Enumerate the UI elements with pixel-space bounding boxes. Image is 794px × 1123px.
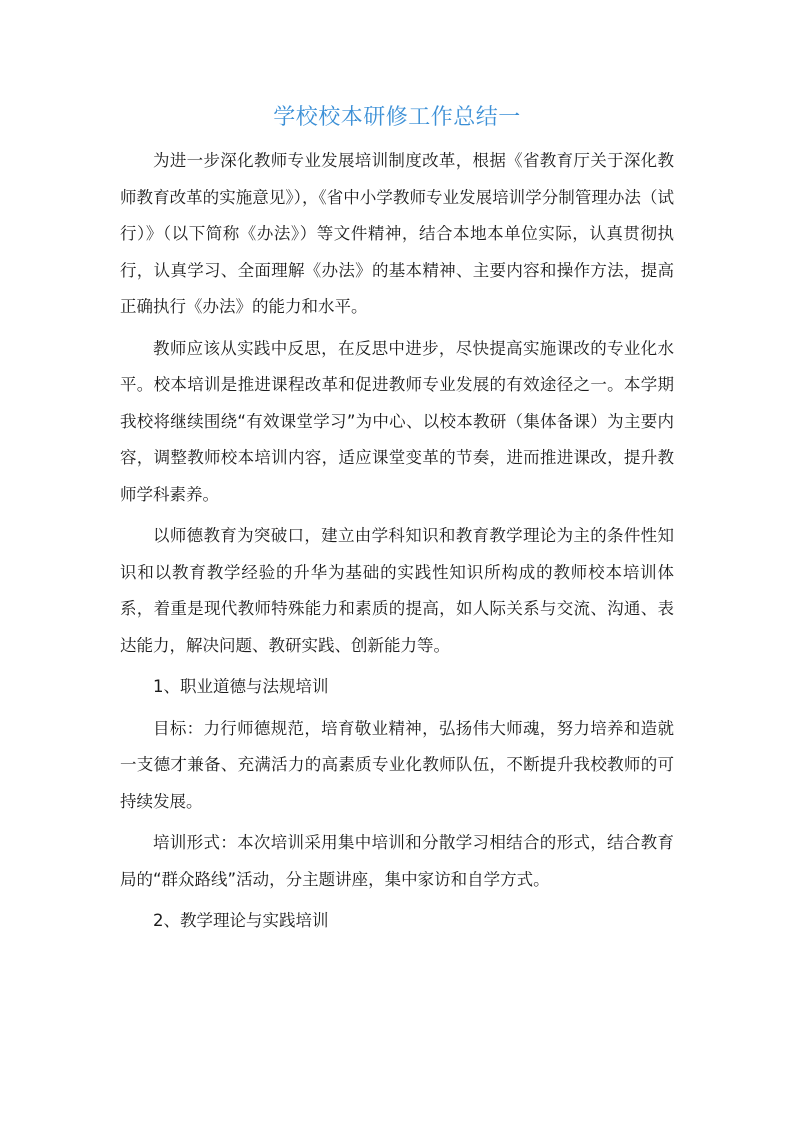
paragraph-intro: 为进一步深化教师专业发展培训制度改革，根据《省教育厅关于深化教师教育改革的实施意见》），《省中小学教师专业发展培训学分制管理办法（试行）》（以下简称《办法》）等文件精神，结合本地本单位实际，认真贯彻执行，认真学习、全面理解《办法》的基本精神、主要内容和操作方法，提高正确执行《办法》的能力和水平。	[120, 151, 674, 316]
section-heading-ethics: 1、职业道德与法规培训	[153, 677, 329, 696]
paragraph-training-form: 培训形式：本次培训采用集中培训和分散学习相结合的形式，结合教育局的“群众路线”活动，分主题讲座，集中家访和自学方式。	[120, 833, 674, 889]
document-body	[120, 143, 674, 945]
section-heading-teaching: 2、教学理论与实践培训	[153, 911, 329, 930]
paragraph-breakthrough: 以师德教育为突破口，建立由学科知识和教育教学理论为主的条件性知识和以教育教学经验的升华为基础的实践性知识所构成的教师校本培训体系，着重是现代教师特殊能力和素质的提高，如人际关系与交流、沟通、表达能力，解决问题、教研实践、创新能力等。	[120, 526, 674, 655]
document-title: 学校校本研修工作总结一	[273, 105, 521, 130]
paragraph-goal: 目标：力行师德规范，培育敬业精神，弘扬伟大师魂，努力培养和造就一支德才兼备、充满活力的高素质专业化教师队伍，不断提升我校教师的可持续发展。	[120, 718, 674, 811]
paragraph-reflection: 教师应该从实践中反思，在反思中进步，尽快提高实施课改的专业化水平。校本培训是推进课程改革和促进教师专业发展的有效途径之一。本学期我校将继续围绕“有效课堂学习”为中心、以校本教研（集体备课）为主要内容，调整教师校本培训内容，适应课堂变革的节奏，进而推进课改，提升教师学科素养。	[120, 338, 674, 504]
